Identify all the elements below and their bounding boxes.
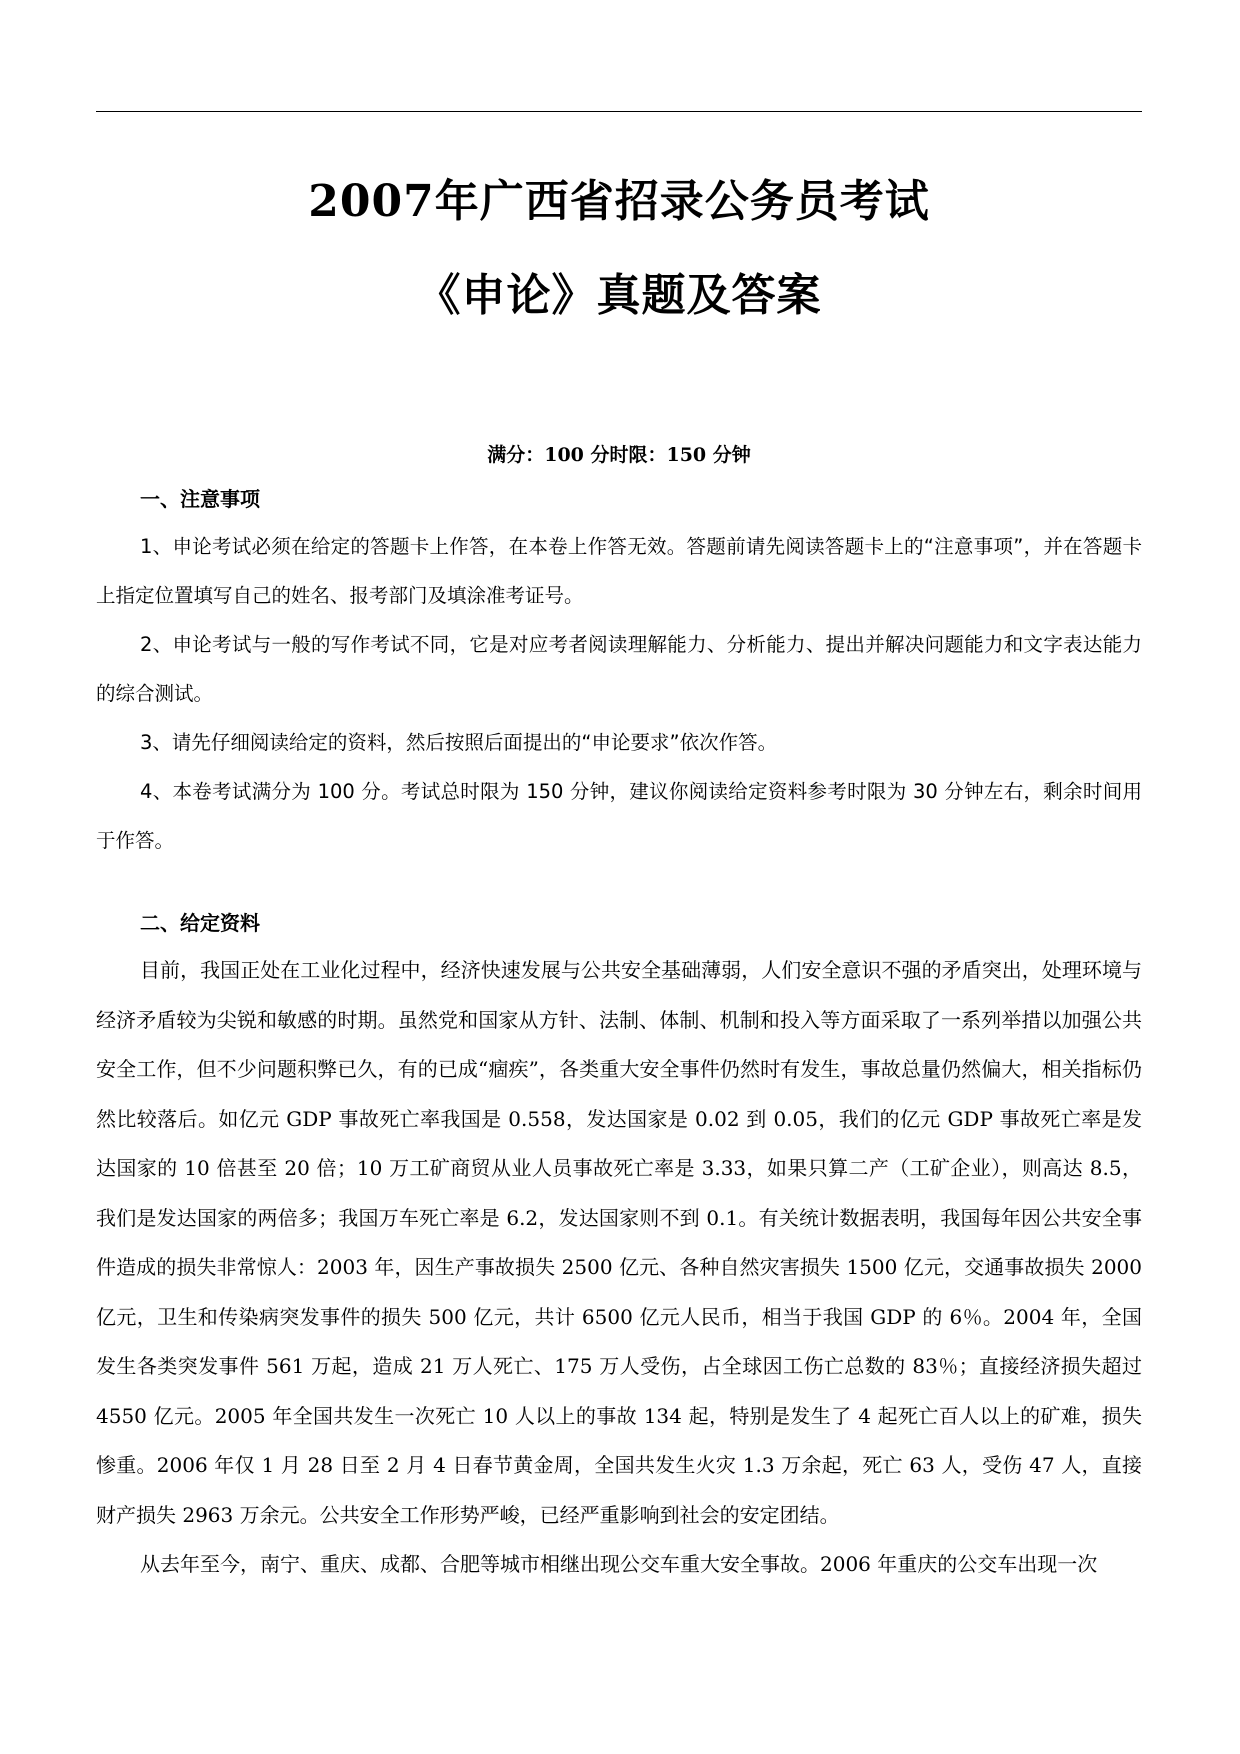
- material-paragraph: 从去年至今，南宁、重庆、成都、合肥等城市相继出现公交车重大安全事故。2006 年重庆的公交车出现一次: [140, 1552, 1098, 1576]
- title-line-2: 《申论》真题及答案: [416, 270, 822, 321]
- notice-item: 1、申论考试必须在给定的答题卡上作答，在本卷上作答无效。答题前请先阅读答题卡上的“注意事项”，并在答题卡上指定位置填写自己的姓名、报考部门及填涂准考证号。: [96, 535, 1142, 607]
- notice-item: 3、请先仔细阅读给定的资料，然后按照后面提出的“申论要求”依次作答。: [140, 731, 778, 754]
- notice-list: [96, 522, 1142, 865]
- exam-meta: 满分：100 分时限：150 分钟: [487, 444, 751, 466]
- section-heading-notice: 一、注意事项: [140, 487, 260, 511]
- notice-item: 2、申论考试与一般的写作考试不同，它是对应考者阅读理解能力、分析能力、提出并解决问题能力和文字表达能力的综合测试。: [96, 633, 1142, 705]
- header-rule: [96, 111, 1142, 112]
- section-heading-material: 二、给定资料: [140, 911, 260, 935]
- material-paragraph: 目前，我国正处在工业化过程中，经济快速发展与公共安全基础薄弱，人们安全意识不强的矛盾突出，处理环境与经济矛盾较为尖锐和敏感的时期。虽然党和国家从方针、法制、体制、机制和投入等方面采取了一系列举措以加强公共安全工作，但不少问题积弊已久，有的已成“痼疾”，各类重大安全事件仍然时有发生，事故总量仍然偏大，相关指标仍然比较落后。如亿元 GDP 事故死亡率我国是 0.558，发达国家是 0.02 到 0.05，我们的亿元 GDP 事故死亡率是发达国家的 10 倍甚至 20 倍；10 万工矿商贸从业人员事故死亡率是 3.33，如果只算二产（工矿企业），则高达 8.5，我们是发达国家的两倍多；我国万车死亡率是 6.2，发达国家则不到 0.1。有关统计数据表明，我国每年因公共安全事件造成的损失非常惊人：2003 年，因生产事故损失 2500 亿元、各种自然灾害损失 1500 亿元，交通事故损失 2000 亿元，卫生和传染病突发事件的损失 500 亿元，共计 6500 亿元人民币，相当于我国 GDP 的 6％。2004 年，全国发生各类突发事件 561 万起，造成 21 万人死亡、175 万人受伤，占全球因工伤亡总数的 83％；直接经济损失超过 4550 亿元。2005 年全国共发生一次死亡 10 人以上的事故 134 起，特别是发生了 4 起死亡百人以上的矿难，损失惨重。2006 年仅 1 月 28 日至 2 月 4 日春节黄金周，全国共发生火灾 1.3 万余起，死亡 63 人，受伤 47 人，直接财产损失 2963 万余元。公共安全工作形势严峻，已经严重影响到社会的安定团结。: [96, 958, 1142, 1527]
- notice-item: 4、本卷考试满分为 100 分。考试总时限为 150 分钟，建议你阅读给定资料参考时限为 30 分钟左右，剩余时间用于作答。: [96, 780, 1142, 852]
- material-body: [96, 946, 1142, 1590]
- title-line-1: 2007年广西省招录公务员考试: [308, 176, 930, 227]
